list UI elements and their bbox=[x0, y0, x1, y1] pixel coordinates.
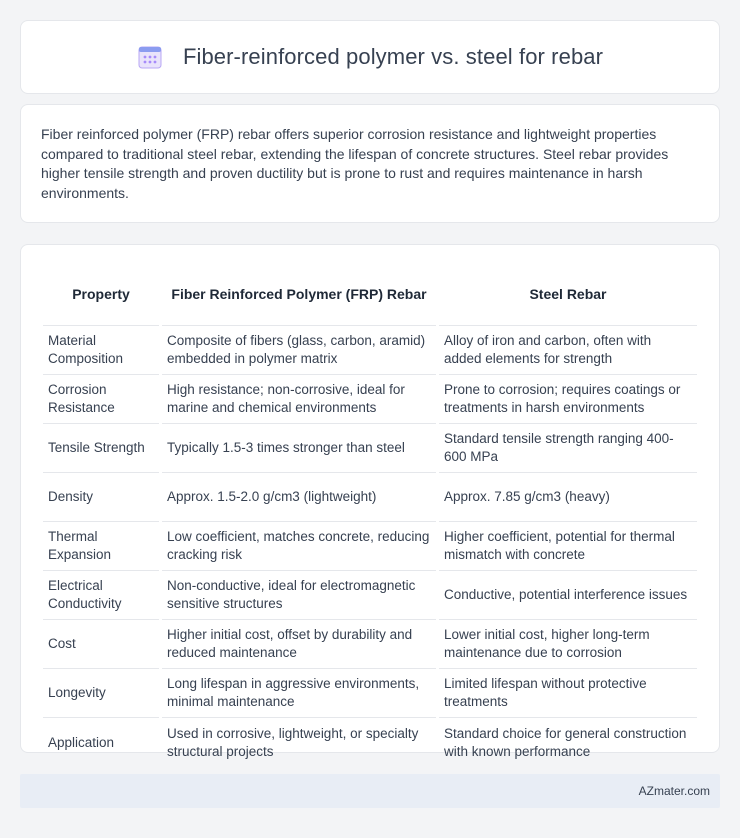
row-steel: Limited lifespan without protective treatments bbox=[439, 669, 697, 718]
row-frp: Used in corrosive, lightweight, or specialty structural projects bbox=[167, 725, 419, 759]
table-row bbox=[43, 718, 697, 767]
table-row bbox=[43, 326, 697, 375]
row-property: Corrosion Resistance bbox=[43, 375, 159, 424]
table-row bbox=[43, 669, 697, 718]
row-frp: Composite of fibers (glass, carbon, aramid) embedded in polymer matrix bbox=[162, 326, 436, 375]
row-steel: Prone to corrosion; requires coatings or treatments in harsh environments bbox=[439, 375, 697, 424]
table-row bbox=[43, 473, 697, 522]
table-row bbox=[43, 571, 697, 620]
row-frp: Long lifespan in aggressive environments, minimal maintenance bbox=[162, 669, 436, 718]
calendar-grid-icon bbox=[137, 44, 163, 70]
row-steel: Standard tensile strength ranging 400-600 MPa bbox=[439, 424, 697, 473]
row-frp: Low coefficient, matches concrete, reducing cracking risk bbox=[162, 522, 436, 571]
table-header-row bbox=[43, 263, 697, 326]
table-row bbox=[43, 620, 697, 669]
header-property: Property bbox=[43, 263, 159, 326]
row-property: Material Composition bbox=[43, 326, 159, 375]
row-steel: Approx. 7.85 g/cm3 (heavy) bbox=[439, 473, 697, 522]
header-frp: Fiber Reinforced Polymer (FRP) Rebar bbox=[162, 263, 436, 326]
row-frp: Higher initial cost, offset by durability and reduced maintenance bbox=[162, 620, 436, 669]
table-row bbox=[43, 375, 697, 424]
row-property: Application bbox=[48, 734, 115, 750]
row-frp: Non-conductive, ideal for electromagnetic sensitive structures bbox=[162, 571, 436, 620]
row-property: Density bbox=[43, 473, 159, 522]
page-title: Fiber-reinforced polymer vs. steel for rebar bbox=[182, 44, 604, 69]
intro-card bbox=[20, 104, 720, 223]
footer-source-link[interactable]: AZmater.com bbox=[638, 784, 710, 798]
row-steel: Lower initial cost, higher long-term maintenance due to corrosion bbox=[439, 620, 697, 669]
row-property: Electrical Conductivity bbox=[43, 571, 159, 620]
row-steel: Standard choice for general construction with known performance bbox=[444, 725, 687, 759]
row-property: Thermal Expansion bbox=[43, 522, 159, 571]
intro-text: Fiber reinforced polymer (FRP) rebar offers superior corrosion resistance and lightweight properties compared to traditional steel rebar, extending the lifespan of concrete structures. Steel rebar provides higher tensile strength and proven ductility but is prone to rust and requires maintenance in harsh environments. bbox=[41, 126, 669, 201]
row-steel: Conductive, potential interference issues bbox=[439, 571, 697, 620]
comparison-table bbox=[40, 263, 700, 767]
row-property: Longevity bbox=[43, 669, 159, 718]
row-steel: Higher coefficient, potential for thermal mismatch with concrete bbox=[439, 522, 697, 571]
footer-bar bbox=[20, 774, 720, 808]
row-frp: Typically 1.5-3 times stronger than steel bbox=[162, 424, 436, 473]
table-row bbox=[43, 522, 697, 571]
header-card bbox=[20, 20, 720, 94]
row-frp: Approx. 1.5-2.0 g/cm3 (lightweight) bbox=[162, 473, 436, 522]
row-property: Cost bbox=[43, 620, 159, 669]
header-steel: Steel Rebar bbox=[439, 263, 697, 326]
comparison-table-card bbox=[20, 244, 720, 759]
row-property: Tensile Strength bbox=[43, 424, 159, 473]
row-steel: Alloy of iron and carbon, often with added elements for strength bbox=[439, 326, 697, 375]
table-row bbox=[43, 424, 697, 473]
row-frp: High resistance; non-corrosive, ideal for marine and chemical environments bbox=[162, 375, 436, 424]
